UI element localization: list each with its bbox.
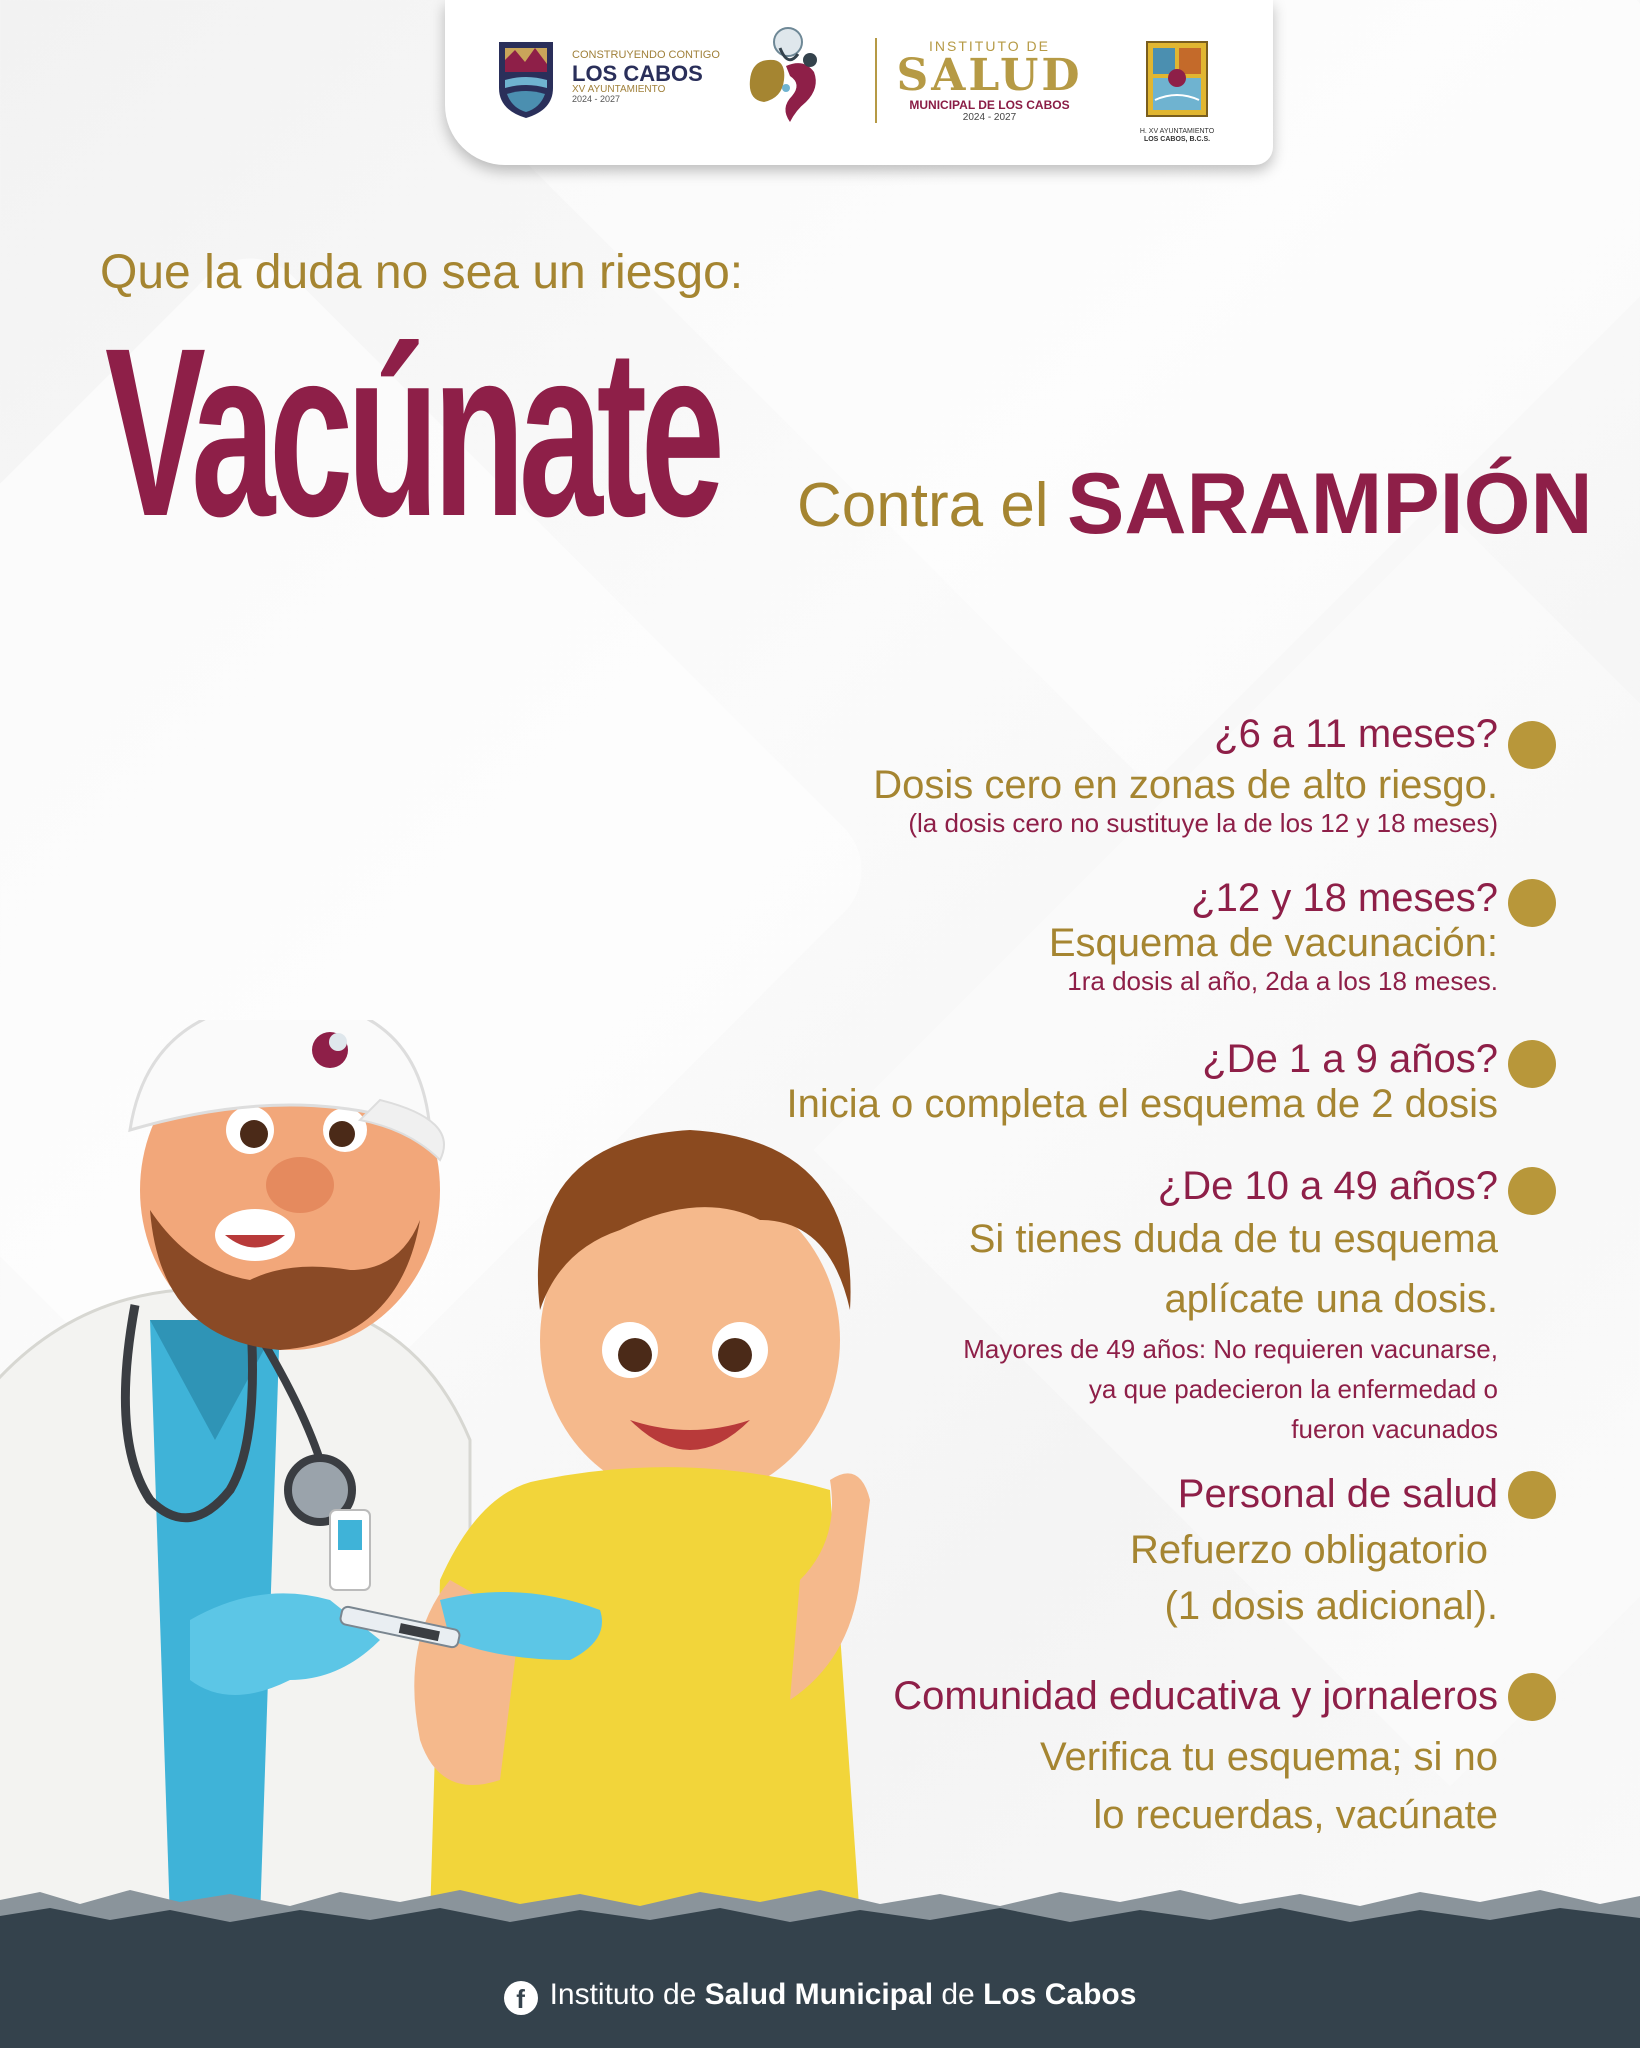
logo-line: CONSTRUYENDO CONTIGO	[572, 49, 720, 61]
logo-line: MUNICIPAL DE LOS CABOS	[909, 98, 1070, 112]
item-note: fueron vacunados	[1291, 1414, 1498, 1444]
item-question: Comunidad educativa y jornaleros	[893, 1674, 1498, 1718]
doctor-vaccinating-child-illustration	[0, 1020, 900, 1920]
footer-social-link[interactable]	[0, 1978, 1640, 2015]
footer-text-bold: Los Cabos	[983, 1978, 1137, 2011]
ayuntamiento-crest-logo	[1145, 40, 1209, 118]
item-question: ¿De 1 a 9 años?	[1202, 1037, 1498, 1081]
bullet-dot	[1508, 1471, 1556, 1519]
logo-line: 2024 - 2027	[572, 94, 621, 105]
logo-line: SALUD	[896, 50, 1083, 101]
instituto-salud-emblem	[740, 18, 830, 128]
item-note: Mayores de 49 años: No requieren vacunarse,	[963, 1334, 1498, 1364]
kicker-text: Que la duda no sea un riesgo:	[100, 246, 744, 299]
logo-line: 2024 - 2027	[962, 112, 1017, 123]
facebook-icon: f	[504, 1981, 538, 2015]
logo-line: INSTITUTO DE	[929, 38, 1050, 54]
los-cabos-shield-logo	[495, 38, 557, 120]
logo-line: H. XV AYUNTAMIENTO	[1139, 128, 1215, 135]
item-answer: Verifica tu esquema; si no	[1039, 1735, 1498, 1779]
bullet-dot	[1508, 1040, 1556, 1088]
item-note: 1ra dosis al año, 2da a los 18 meses.	[1067, 966, 1498, 996]
item-question: Personal de salud	[1177, 1472, 1498, 1516]
item-answer: Dosis cero en zonas de alto riesgo.	[873, 763, 1498, 807]
info-item	[893, 1664, 1498, 1844]
disease-title: SARAMPIÓN	[1067, 456, 1593, 552]
item-question: ¿6 a 11 meses?	[1214, 712, 1498, 756]
item-question: ¿12 y 18 meses?	[1191, 876, 1498, 920]
item-answer: Refuerzo obligatorio	[1130, 1528, 1488, 1572]
info-item	[963, 1164, 1498, 1449]
item-answer: aplícate una dosis.	[1164, 1277, 1498, 1321]
logo-line: LOS CABOS, B.C.S.	[1143, 136, 1211, 144]
logo-line: XV AYUNTAMIENTO	[572, 83, 666, 95]
instituto-salud-logo-text	[875, 38, 1092, 123]
item-answer: lo recuerdas, vacúnate	[1093, 1793, 1498, 1837]
item-answer: (1 dosis adicional).	[1164, 1584, 1498, 1628]
info-item	[1049, 876, 1498, 997]
info-item	[873, 712, 1498, 839]
footer-text: Instituto de	[549, 1978, 705, 2011]
bullet-dot	[1508, 879, 1556, 927]
item-answer: Si tienes duda de tu esquema	[968, 1217, 1498, 1261]
los-cabos-logo-text	[572, 50, 720, 105]
ayuntamiento-logo-text	[1125, 128, 1229, 145]
info-item	[1130, 1466, 1498, 1634]
bullet-dot	[1508, 721, 1556, 769]
item-answer: Esquema de vacunación:	[1048, 921, 1498, 965]
main-title: Vacúnate	[105, 298, 719, 566]
footer-text-bold: Salud Municipal	[704, 1978, 934, 2011]
footer-text: de	[933, 1978, 984, 2011]
item-note: ya que padecieron la enfermedad o	[1088, 1374, 1498, 1404]
logo-line: LOS CABOS	[572, 60, 703, 86]
item-answer: Inicia o completa el esquema de 2 dosis	[786, 1082, 1498, 1126]
bullet-dot	[1508, 1167, 1556, 1215]
item-question: ¿De 10 a 49 años?	[1157, 1164, 1498, 1208]
subtitle-contra: Contra el	[797, 471, 1049, 540]
bullet-dot	[1508, 1673, 1556, 1721]
item-note: (la dosis cero no sustituye la de los 12 y 18 meses)	[908, 808, 1498, 838]
